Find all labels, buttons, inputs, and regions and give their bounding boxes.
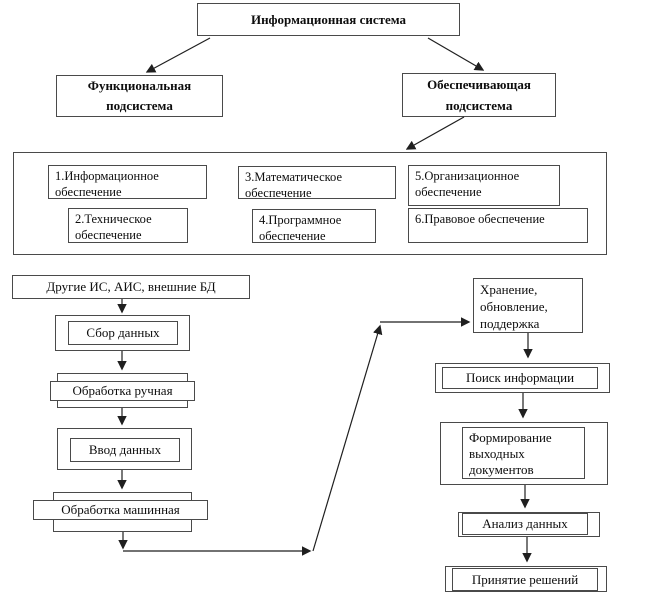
- flow-storage-label: Хранение, обновление, поддержка: [480, 282, 548, 331]
- root-box-label: Информационная система: [250, 11, 407, 27]
- component-label-2: 2.Техническое обеспечение: [75, 212, 152, 242]
- functional-subsystem-box: [56, 75, 223, 117]
- flow-collect-label: Сбор данных: [86, 325, 160, 340]
- flow-decision-box: [452, 568, 598, 591]
- flow-manual-label: Обработка ручная: [72, 383, 173, 398]
- connector-root-to-functional: [147, 38, 210, 72]
- connector-root-to-providing: [428, 38, 483, 70]
- flow-input-box: [70, 438, 180, 462]
- flow-search-label: Поиск информации: [465, 370, 575, 385]
- flow-collect-box: [68, 321, 178, 345]
- connector-diagonal-up-segment: [313, 326, 380, 551]
- component-box-4: [252, 209, 376, 243]
- providing-subsystem-line2: подсистема: [445, 97, 513, 113]
- flow-machine-box: [33, 500, 208, 520]
- root-box: [197, 3, 460, 36]
- flow-sources-box: [12, 275, 250, 299]
- component-label-5: 5.Организационное обеспечение: [415, 169, 520, 199]
- flow-sources-label: Другие ИС, АИС, внешние БД: [46, 279, 216, 294]
- functional-subsystem-line1: Функциональная: [87, 78, 192, 93]
- flow-manual-box: [50, 381, 195, 401]
- component-box-1: [48, 165, 207, 199]
- flow-analysis-box: [462, 513, 588, 535]
- component-label-4: 4.Программное обеспечение: [259, 213, 342, 243]
- providing-subsystem-line1: Обеспечивающая: [427, 76, 531, 92]
- flow-input-label: Ввод данных: [88, 442, 162, 457]
- flow-machine-label: Обработка машинная: [61, 502, 180, 517]
- flow-decision-label: Принятие решений: [471, 571, 579, 587]
- component-label-3: 3.Математическое обеспечение: [245, 170, 343, 200]
- component-label-1: 1.Информационное обеспечение: [55, 169, 159, 199]
- connector-providing-to-components: [407, 117, 464, 149]
- component-box-2: [68, 208, 188, 243]
- flow-analysis-label: Анализ данных: [482, 516, 568, 531]
- providing-subsystem-box: [402, 73, 556, 117]
- functional-subsystem-line2: подсистема: [106, 98, 173, 113]
- component-label-6: 6.Правовое обеспечение: [415, 212, 545, 226]
- component-box-6: [408, 208, 588, 243]
- component-box-3: [238, 166, 396, 199]
- flow-forming-box: [462, 427, 585, 479]
- component-box-5: [408, 165, 560, 206]
- flow-storage-box: [473, 278, 583, 333]
- flow-search-box: [442, 367, 598, 389]
- flow-forming-label: Формирование выходных документов: [469, 430, 552, 477]
